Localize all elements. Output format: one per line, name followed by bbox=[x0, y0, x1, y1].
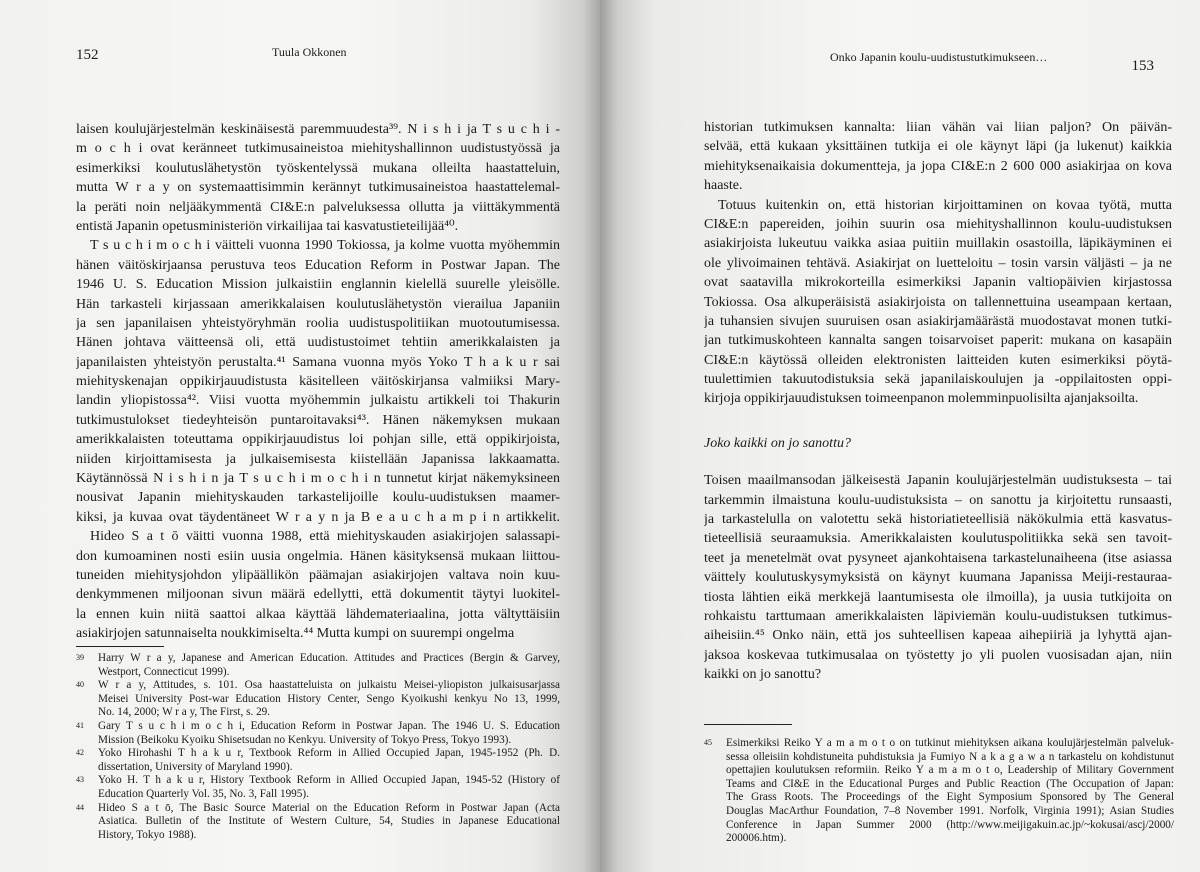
text-line: Totuus kuitenkin on, että historian kirjoittaminen on kovaa työtä, mutta bbox=[718, 197, 1172, 213]
text-line: jaksoa koskevaa tutkimusalaa on työstetty jo yli puolen vuosisadan ajan, niin bbox=[704, 647, 1172, 663]
right-footnotes bbox=[704, 737, 1174, 846]
text-line: Käytännössä N i s h i n ja T s u c h i m o c h i n tunnetut kirjat näkemyksineen bbox=[76, 471, 560, 487]
footnote-line: Douglas MacArthur Foundation, 7–8 November 1991. Norfolk, Virginia 1991); Asian Studies bbox=[726, 804, 1174, 817]
footnote-text bbox=[98, 720, 560, 747]
running-head-right: Onko Japanin koulu-uudistustutkimukseen… bbox=[830, 50, 1048, 64]
footnote-line: Yoko Hirohashi T h a k u r, Textbook Reform in Allied Occupied Japan, 1945-1952 (Ph. D. bbox=[98, 747, 560, 760]
footnote-line: Hideo S a t ō, The Basic Source Material on the Education Reform in Postwar Japan (Acta bbox=[98, 801, 560, 814]
right-paragraphs-a bbox=[704, 118, 1172, 409]
text-line: CI&E:n käytössä olleiden elektronisten laitteiden kuten esimerkiksi pöytä- bbox=[704, 352, 1172, 368]
text-line: la peräti noin neljääkymmentä CI&E:n palveluksessa ollutta ja viittäkymmentä bbox=[76, 199, 560, 215]
text-line: jan tutkimuskohteen kannalta sangen toisarvoiset paperit: mukana on kasapäin bbox=[704, 333, 1172, 349]
footnote-line: Conference in Japan Summer 2000 (http://www.meijigakuin.ac.jp/~kokusai/ascj/2000/ bbox=[726, 818, 1174, 831]
footnote-text bbox=[98, 679, 560, 720]
text-line: kaikki on jo sanottu? bbox=[704, 667, 822, 683]
footnote-line: W r a y, Attitudes, s. 101. Osa haastatteluista on julkaistu Meisei-yliopiston julkaisusarjassa bbox=[98, 679, 560, 692]
footnote-line: History, Tokyo 1988). bbox=[98, 828, 197, 841]
page-number-left: 152 bbox=[76, 47, 99, 63]
footnote-line: Esimerkiksi Reiko Y a m a m o t o on tutkinut miehityksen aikana koulujärjestelmän palveluk- bbox=[726, 737, 1174, 749]
text-line: amerikkalaisten toteuttama oppikirjauudistus loi pohjan sille, että oppikirjoista, bbox=[76, 432, 560, 448]
footnote-line: Meisei University Post-war Education History Center, Sengo Kyoikushi kenkyu No 13, 1999, bbox=[98, 692, 560, 705]
left-footnotes bbox=[76, 652, 560, 842]
text-line: tuulettimien takuutodistuksia sekä japanilaiskoulujen ja -oppilaitosten oppi- bbox=[704, 372, 1172, 388]
text-line: Hideo S a t ō väitti vuonna 1988, että miehityskauden asiakirjojen salassapi- bbox=[90, 529, 560, 545]
right-body-text bbox=[704, 118, 1172, 685]
text-line: asiakirjoista lukeutuu vaikka asiaa puitiin muillakin osastoilla, läpikäyminen ei bbox=[704, 236, 1172, 252]
text-line: miehityskenajan oppikirjauudistusta käsitelleen väitöskirjansa valmiiksi Mary- bbox=[76, 374, 560, 390]
text-line: tarkemmin ilmaistuna koulu-uudistuksista – on sanottu ja kirjoitettu runsaasti, bbox=[704, 492, 1172, 508]
text-line: Hänen johtava väitteensä oli, että uudistustoimet tehtiin amerikkalaisten ja bbox=[76, 335, 560, 351]
footnote-line: Gary T s u c h i m o c h i, Education Reform in Postwar Japan. The 1946 U. S. Education bbox=[98, 719, 560, 732]
footnote-text bbox=[98, 802, 560, 843]
footnote bbox=[76, 802, 560, 843]
footnote-rule-right bbox=[704, 724, 792, 725]
text-line: m o c h i ovat keränneet tutkimusaineistoa miehityshallinnon uudistustyössä ja bbox=[76, 141, 560, 157]
footnote-line: No. 14, 2000; W r a y, The First, s. 29. bbox=[98, 706, 271, 719]
text-line: historian tutkimuksen kannalta: liian vähän vai liian paljon? On päivän- bbox=[704, 120, 1172, 135]
footnote-line: Education Quarterly Vol. 35, No. 3, Fall 1995). bbox=[98, 787, 309, 800]
footnote-number: 44 bbox=[76, 802, 84, 812]
text-line: kirjoja oppikirjauudistuksen toimeenpanon molemminpuolisilta ajanjaksoilta. bbox=[704, 391, 1139, 407]
text-line: ja tuhansien sivujen suuruisen osan asiakirjamäärästä muodostavat monen tutki- bbox=[704, 313, 1172, 329]
text-line: ovat saatavilla mikrokorteilla esimerkiksi Japanin valtiopäivien kirjastossa bbox=[704, 275, 1172, 291]
footnote-line: Yoko H. T h a k u r, History Textbook Reform in Allied Occupied Japan, 1945-52 (History of bbox=[98, 774, 560, 787]
text-line: väittely koulutuskysymyksistä on käynyt kuumana Japanissa Meiji-restauraa- bbox=[704, 570, 1172, 586]
text-line: miehityksenaikaisia dokumentteja, ja jopa CI&E:n 2 600 000 asiakirjaa on kova bbox=[704, 158, 1172, 174]
text-line: haaste. bbox=[704, 178, 743, 194]
footnote-text bbox=[726, 737, 1174, 846]
text-line: esimerkiksi koulutuslähetystön työskentelyssä mukana olleilta haastatteluin, bbox=[76, 160, 560, 176]
footnote-number: 45 bbox=[704, 738, 712, 747]
footnote-rule-left bbox=[76, 646, 164, 647]
text-line: Tokiossa. Osa alkuperäisistä asiakirjoista on tallennettuina useampaan kertaan, bbox=[704, 294, 1172, 310]
footnote-number: 39 bbox=[76, 653, 84, 662]
running-head-left: Tuula Okkonen bbox=[272, 45, 347, 59]
text-line: tutkimustulokset tiedeyhteisön puntaroitavaksi⁴³. Hänen näkemyksen mukaan bbox=[76, 412, 560, 428]
footnote-number: 43 bbox=[76, 775, 84, 785]
footnote-line: Teams and CI&E in the Educational Purges and Public Reaction (The Occupation of Japan: bbox=[726, 777, 1174, 790]
text-line: T s u c h i m o c h i väitteli vuonna 1990 Tokiossa, ja kolme vuotta myöhemmin bbox=[90, 238, 560, 254]
footnote-text bbox=[98, 774, 560, 801]
footnote bbox=[76, 679, 560, 720]
text-line: tuneiden miehitysjohdon ylipäällikön päämajan asiakirjojen valtava noin kuu- bbox=[76, 568, 560, 583]
text-line: Toisen maailmansodan jälkeisestä Japanin koulujärjestelmän uudistuksesta – tai bbox=[704, 473, 1172, 489]
text-line: tieteellisiä seuraamuksia. Amerikkalaisten koulutuspolitiikka sekä sen tavoit- bbox=[704, 531, 1172, 547]
text-line: la ennen kuin niitä saattoi alkaa käyttää lähdemateriaalina, jotta vältyttäisiin bbox=[76, 606, 560, 622]
text-line: entistä Japanin opetusministeriön virkailijaa tai kasvatustieteilijää⁴⁰. bbox=[76, 218, 459, 234]
footnote-line: Asiatica. Bulletin of the Institute of Western Culture, 54, Studies in Japanese Educational bbox=[98, 815, 560, 828]
footnote bbox=[76, 720, 560, 747]
footnote bbox=[76, 652, 560, 679]
footnote-line: sessa olleisiin kohdistuneita puhdistuksia ja Fumiyo N a k a g a w a n tarkastelu on kohdistunut bbox=[726, 750, 1174, 763]
text-line: CI&E:n papereiden, joihin suurin osa miehityshallinnon koulu-uudistuksen bbox=[704, 216, 1172, 232]
footnote-text bbox=[98, 747, 560, 774]
text-line: aiheisiin.⁴⁵ Onko näin, että jos suhteellisen kapeaa aihepiiriä ja lyhyttä ajan- bbox=[704, 628, 1172, 644]
footnote-line: The Grass Roots. The Proceedings of the Eight Symposium Sponsored by The General bbox=[726, 791, 1174, 804]
text-line: asiakirjojen satunnaiselta noukkimiselta.⁴⁴ Mutta kumpi on suurempi ongelma bbox=[76, 626, 515, 642]
text-line: selvää, että kukaan yksittäinen tutkija ei ole käynyt läpi (ja lukenut) kaikkia bbox=[704, 139, 1172, 155]
text-line: ja sen japanilaisen yhteistyöryhmän roolia uudistuspolitiikan muotoutumisessa. bbox=[76, 315, 560, 331]
text-line: japanilaisten yhteistyön perustalta.⁴¹ Samana vuonna myös Yoko T h a k u r sai bbox=[76, 354, 560, 370]
text-line: niiden kirjoittamisesta ja julkaisemisesta kiistellään Japanissa lakkaamatta. bbox=[76, 451, 560, 467]
text-line: landin yliopistossa⁴². Viisi vuotta myöhemmin julkaistu artikkeli toi Thakurin bbox=[76, 393, 560, 409]
text-line: laisen koulujärjestelmän keskinäisestä paremmuudesta³⁹. N i s h i ja T s u c h i - bbox=[76, 122, 560, 137]
right-paragraphs-b bbox=[704, 471, 1172, 684]
text-line: 1946 U. S. Education Mission julkaistiin englannin kielellä suurelle yleisölle. bbox=[76, 277, 560, 293]
text-line: denkymmenen miljoonan sivun määrä edellytti, että dokumentit täytyi luokitel- bbox=[76, 587, 560, 603]
text-line: nousivat Japanin miehityskauden tarkastelijoille koulu-uudistuksen maamer- bbox=[76, 490, 560, 506]
footnote-line: opettajien koulutuksen reformiin. Reiko Y a m a m o t o, Leadership of Military Government bbox=[726, 764, 1174, 777]
footnote-text bbox=[98, 652, 560, 679]
text-line: kiksi, ja kuvaa ovat täydentäneet W r a y n ja B e a u c h a m p i n artikkelit. bbox=[76, 509, 560, 525]
footnote-line: Harry W r a y, Japanese and American Education. Attitudes and Practices (Bergin & Garvey, bbox=[98, 652, 560, 664]
text-line: ole ylivoimainen tehtävä. Asiakirjat on luetteloitu – tosin varsin väljästi – ja ne bbox=[704, 255, 1172, 271]
footnote-number: 42 bbox=[76, 748, 84, 758]
right-page bbox=[600, 0, 1200, 872]
text-line: don kumoaminen nosti esiin uusia ongelmia. Hänen käsityksensä mukaan liittou- bbox=[76, 548, 560, 564]
text-line: Hän tarkasteli kirjassaan amerikkalaisen koulutuslähetystön vierailua Japaniin bbox=[76, 296, 560, 312]
section-heading: Joko kaikki on jo sanottu? bbox=[704, 435, 851, 451]
text-line: rohkaistu tarttumaan amerikkalaisten läpiviemän koulu-uudistuksen tutkimus- bbox=[704, 609, 1172, 625]
left-body-text bbox=[76, 120, 560, 644]
text-line: hänen väitöskirjaansa perustuva teos Education Reform in Postwar Japan. The bbox=[76, 257, 560, 273]
text-line: tiosta lähtien eikä merkkejä laantumisesta ole ilmoilla), ja uusia tutkijoita on bbox=[704, 589, 1172, 605]
footnote bbox=[76, 747, 560, 774]
footnote-line: 200006.htm). bbox=[726, 832, 787, 845]
footnote-number: 41 bbox=[76, 720, 84, 730]
page-number-right: 153 bbox=[1131, 58, 1154, 74]
text-line: teet ja menetelmät ovat pysyneet ajankohtaisena tarkastelunaiheena (itse asiassa bbox=[704, 550, 1172, 566]
text-line: mutta W r a y on systemaattisimmin kerännyt tutkimusaineistoa haastattelemal- bbox=[76, 180, 560, 196]
footnote bbox=[704, 737, 1174, 846]
footnote-line: dissertation, University of Maryland 1990). bbox=[98, 760, 293, 773]
footnote-line: Mission (Beikoku Kyoiku Shisetsudan no Kenkyu. University of Tokyo Press, Tokyo 1993). bbox=[98, 733, 512, 746]
text-line: ja tarkastelulla on valotettu sekä historiatieteellisiä näkökulmia että kasvatus- bbox=[704, 512, 1172, 528]
footnote-line: Westport, Connecticut 1999). bbox=[98, 665, 230, 678]
footnote-number: 40 bbox=[76, 680, 84, 690]
footnote bbox=[76, 774, 560, 801]
